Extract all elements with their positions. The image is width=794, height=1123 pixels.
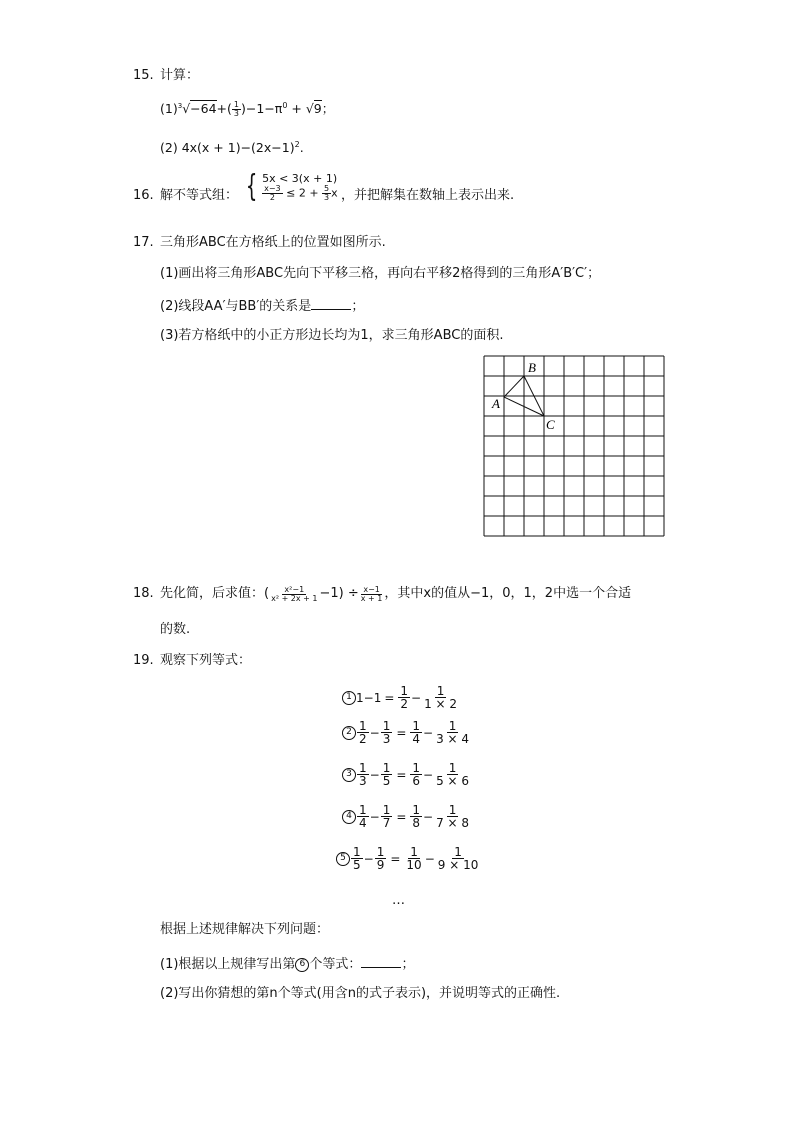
rhs-frac: $\frac{1}{1 \times 2}$ [424, 684, 458, 711]
rhs-frac: $\frac{1}{10}$ [406, 845, 422, 872]
minus: − [369, 725, 380, 740]
q15-p2-end: . [299, 140, 304, 156]
q15-part1 [160, 101, 334, 118]
circled-number: 2 [342, 726, 356, 740]
minus: − [423, 767, 434, 782]
q16-tail: ，并把解集在数轴上表示出来. [341, 188, 515, 203]
label-a: A [492, 396, 500, 411]
circled-number: 1 [342, 691, 356, 705]
minus: − [424, 851, 435, 866]
label-c: C [546, 417, 555, 432]
lhs-frac: $\frac{1}{9}$ [376, 845, 385, 872]
q15-title: 计算： [160, 68, 200, 83]
equals: = [390, 851, 401, 866]
q19-title: 观察下列等式： [160, 653, 252, 668]
minus: − [363, 851, 374, 866]
q15-p1-frac: $\frac{1}{3}$ [233, 100, 239, 119]
q17-part1: (1)画出将三角形ABC先向下平移三格，再向右平移2格得到的三角形A′B′C′； [160, 266, 601, 281]
q15-p2-label: (2) [160, 140, 178, 156]
q18-number: 18. [133, 586, 154, 601]
q18-frac1: $\frac{\text{x²−1}}{\text{x² + 2x + 1}}$ [271, 584, 318, 603]
equation-row [342, 685, 460, 710]
q15-p1-exp: )−1 [241, 101, 265, 117]
q15-p2-expr: 4x(x + 1)−(2x−1) [181, 140, 295, 156]
minus: − [411, 690, 422, 705]
equals: = [396, 809, 407, 824]
circled-number: 6 [295, 958, 309, 972]
minus: − [369, 767, 380, 782]
ellipsis: … [392, 893, 405, 908]
q18-line1: 先化简，后求值：( $\frac{\text{x²−1}}{\text{x² + 2x + 1}}$ −1) ÷ $\frac{x-1}{x + 1}$ ，其中x的值从−1，0，1，2中选一个合适 [160, 584, 632, 603]
rhs-frac: $\frac{1}{5 \times 6}$ [436, 761, 470, 788]
q15-p1-plus2: + [287, 101, 306, 117]
q15-p1-radicand: −64 [190, 101, 217, 117]
segment-ab [504, 376, 524, 397]
rhs-frac: $\frac{1}{6}$ [412, 761, 421, 788]
q17-part2: (2)线段AA′与BB′的关系是 ； [160, 299, 365, 314]
q15-p1-rest: −π [264, 101, 283, 117]
equation-row [342, 762, 472, 787]
rhs-frac: $\frac{1}{8}$ [412, 803, 421, 830]
q15-p2-sup: 2 [294, 140, 300, 149]
q19-part2: (2)写出你猜想的第n个等式(用含n的式子表示)，并说明等式的正确性. [160, 986, 561, 1001]
minus: − [369, 809, 380, 824]
minus: − [423, 725, 434, 740]
sqrt-sign: √ [305, 101, 314, 117]
q17-number: 17. [133, 235, 154, 250]
answer-blank[interactable] [361, 955, 401, 968]
rhs-frac: $\frac{1}{3 \times 4}$ [436, 719, 470, 746]
rhs-frac: $\frac{1}{9 \times 10}$ [437, 845, 479, 872]
equation-row [342, 804, 472, 829]
q15-p1-plus: +( [216, 101, 232, 117]
q18-frac2: $\frac{x-1}{x + 1}$ [360, 584, 383, 603]
rhs-frac: $\frac{1}{2}$ [400, 684, 409, 711]
circled-number: 3 [342, 768, 356, 782]
lhs-frac: $\frac{1}{2}$ [359, 719, 367, 746]
equals: = [384, 690, 395, 705]
q18-line2: 的数. [160, 622, 191, 637]
equation-row [342, 720, 472, 745]
lhs-frac: $\frac{1}{4}$ [359, 803, 367, 830]
q15-p1-label: (1) [160, 101, 178, 117]
equals: = [396, 767, 407, 782]
q16-number: 16. [133, 188, 154, 203]
lhs-frac: $\frac{1}{3}$ [382, 719, 391, 746]
q19-solve: 根据上述规律解决下列问题： [160, 922, 330, 937]
grid-figure [480, 352, 670, 542]
q16-line1: 5x < 3(x + 1) [262, 172, 338, 185]
lhs-frac: $\frac{1}{7}$ [382, 803, 391, 830]
circled-number: 4 [342, 810, 356, 824]
q17-title: 三角形ABC在方格纸上的位置如图所示. [160, 235, 386, 250]
q19-part1: (1)根据以上规律写出第 6 个等式： ； [160, 957, 415, 972]
lhs-text: 1−1 [356, 690, 382, 705]
q15-p1-zero: 0 [282, 101, 288, 110]
brace-icon: { [245, 169, 258, 205]
equals: = [396, 725, 407, 740]
rhs-frac: $\frac{1}{7 \times 8}$ [436, 803, 470, 830]
lhs-frac: $\frac{1}{3}$ [359, 761, 367, 788]
q16-title: 解不等式组： [160, 188, 239, 203]
rhs-frac: $\frac{1}{4}$ [412, 719, 421, 746]
q17-part3: (3)若方格纸中的小正方形边长均为1，求三角形ABC的面积. [160, 328, 504, 343]
circled-number: 5 [336, 852, 350, 866]
cube-root-sign: √ [182, 101, 191, 117]
q19-number: 19. [133, 653, 154, 668]
q15-p1-root-index: 3 [177, 102, 183, 110]
minus: − [423, 809, 434, 824]
q16-system [242, 169, 338, 205]
q15-number: 15. [133, 68, 154, 83]
lhs-frac: $\frac{1}{5}$ [353, 845, 361, 872]
label-b: B [528, 360, 536, 375]
lhs-frac: $\frac{1}{5}$ [382, 761, 391, 788]
answer-blank[interactable] [311, 297, 351, 310]
q16-line2: $\frac{x-3}{2}$ ≤ 2 + $\frac{5}{3}$ x [264, 184, 338, 203]
q15-part2 [160, 140, 304, 155]
q15-p1-sqrt-arg: 9 [313, 101, 322, 117]
q15-p1-end: ； [321, 101, 335, 117]
equation-row [336, 846, 481, 871]
